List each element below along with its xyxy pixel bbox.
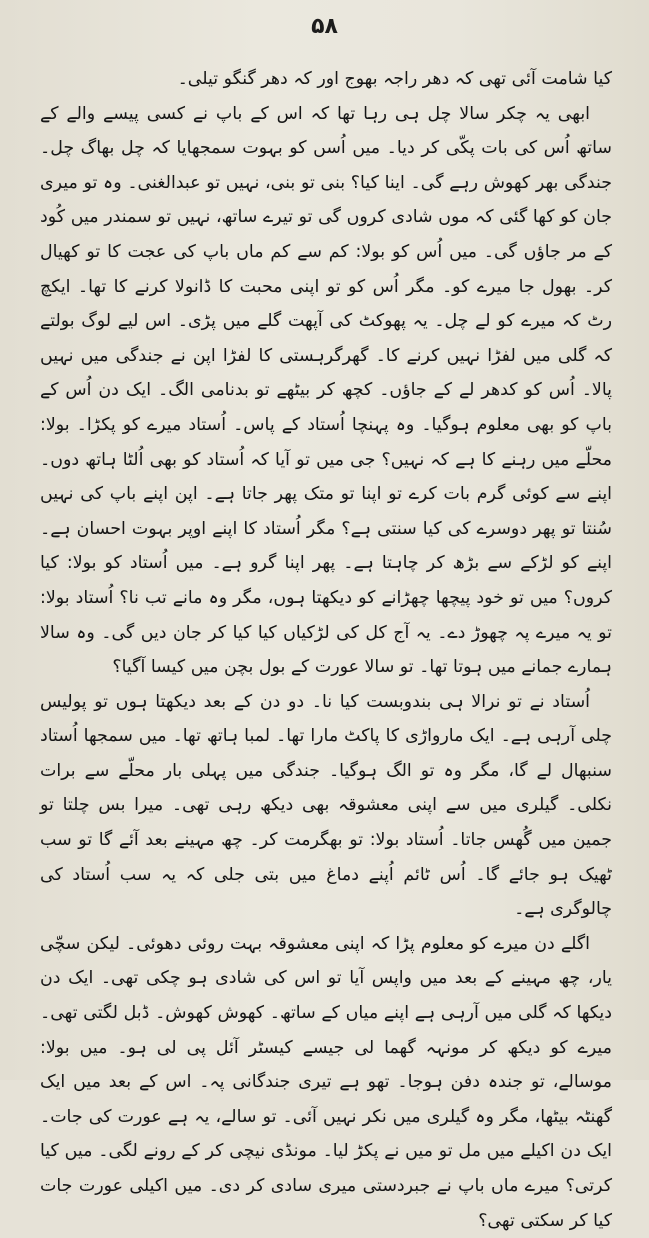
paragraph-4: اگلے دن میرے کو معلوم پڑا کہ اپنی معشوقہ بہت روئی دھوئی۔ لیکن سچّی یار، چھ مہینے کے بعد میں واپس آیا تو اس کی شادی ہو چکی تھی۔ ایک دن دیکھا کہ گلی میں آرہی ہے اپنے میاں کے ساتھ۔ کھوش کھوش۔ ڈبل لگتی تھی۔ میرے کو دیکھ کر مونہہ گھما لی جیسے کیسٹر آئل پی لی ہو۔ میں بولا: موسالے، تو جندہ دفن ہوجا۔ تھو ہے تیری جندگانی پہ۔ اس کے بعد میں ایک گھنٹہ بیٹھا، مگر وہ گیلری میں نکر نہیں آئی۔ تو سالے، یہ ہے عورت کی جات۔ ایک دن اکیلے میں مل تو میں نے پکڑ لیا۔ مونڈی نیچی کر کے رونے لگی۔ میں کیا کرتی؟ میرے ماں باپ نے جبردستی میری سادی کر دی۔ میں اکیلی عورت جات کیا کر سکتی تھی؟ [40,933,612,1231]
paragraph-3: اُستاد نے تو نرالا ہی بندوبست کیا نا۔ دو دن کے بعد دیکھتا ہوں تو پولیس چلی آرہی ہے۔ ایک مارواڑی کا پاکٹ مارا تھا۔ لمبا ہاتھ تھا۔ میں سمجھا اُستاد سنبھال لے گا، مگر وہ تو الگ ہوگیا۔ جندگی میں پہلی بار محلّے سے برات نکلی۔ گیلری میں سے اپنی معشوقہ بھی دیکھ رہی تھی۔ میرا بس چلتا تو جمین میں گُھس جاتا۔ اُستاد بولا: تو بھگرمت کر۔ چھ مہینے بعد آئے گا تو سب ٹھیک ہو جائے گا۔ اُس ٹائم اُپنے دماغ میں بتی جلی کہ یہ سب اُستاد کی چالوگری ہے۔ [40,691,612,920]
page-number: ۵۸ [311,14,338,39]
paragraph-2: ابھی یہ چکر سالا چل ہی رہا تھا کہ اس کے باپ نے کسی پیسے والے کے ساتھ اُس کی بات پکّی کر دیا۔ میں اُسں کو بہوت سمجھایا کہ چل بھاگ چل۔ جندگی بھر کھوش رہے گی۔ اینا کیا؟ بنی تو بنی، نہیں تو عبدالغنی۔ وہ تو میری جان کو کھا گئی کہ موں شادی کروں گی تو تیرے ساتھ، نہیں تو سمندر میں کُود کے مر جاؤں گی۔ میں اُس کو بولا: کم سے کم ماں باپ کی عجت کا تو کھیال کر۔ بھول جا میرے کو۔ مگر اُس کو تو اپنی محبت کا ڈانولا کرنے کا تھا۔ ایکچ رٹ کہ میرے کو لے چل۔ یہ پھوکٹ کی آپھت گلے میں پڑی۔ اس لیے لوگ بولتے کہ گلی میں لفڑا نہیں کرنے کا۔ گھرگرہستی کا لفڑا اپن نے جندگی میں نہیں پالا۔ اُس کو کدھر لے کے جاؤں۔ کچھ کر بیٹھے تو بدنامی الگ۔ ایک دن اُس کے باپ کو بھی معلوم ہوگیا۔ وہ پہنچا اُستاد کے پاس۔ اُستاد میرے کو پکڑا۔ بولا: محلّے میں رہنے کا ہے کہ نہیں؟ جی میں تو آیا کہ اُستاد کو بھی اُلٹا ہاتھ دوں۔ اپنے سے کوئی گرم بات کرے تو اپنا تو متک پھر جاتا ہے۔ اپن اپنے باپ کی نہیں سُنتا تو پھر دوسرے کی کیا سنتی ہے؟ مگر اُستاد کا اپنے اوپر بہوت احسان ہے۔ اپنے کو لڑکے سے بڑھ کر چاہتا ہے۔ پھر اپنا گرو ہے۔ میں اُستاد کو بولا: کیا کروں؟ میں تو خود پیچھا چھڑانے کو دیکھتا ہوں، مگر وہ مانے تب نا؟ اُستاد بولا: تو یہ میرے پہ چھوڑ دے۔ یہ آج کل کی لڑکیاں کیا کیا کر جان دیں گی۔ وہ سالا ہمارے جمانے میں ہوتا تھا۔ تو سالا عورت کے بول بچن میں کیسا آگیا؟ [40,103,612,678]
body-text [40,62,612,1238]
paragraph-1: کیا شامت آئی تھی کہ دھر راجہ بھوج اور کہ دھر گنگو تیلی۔ [177,69,612,89]
